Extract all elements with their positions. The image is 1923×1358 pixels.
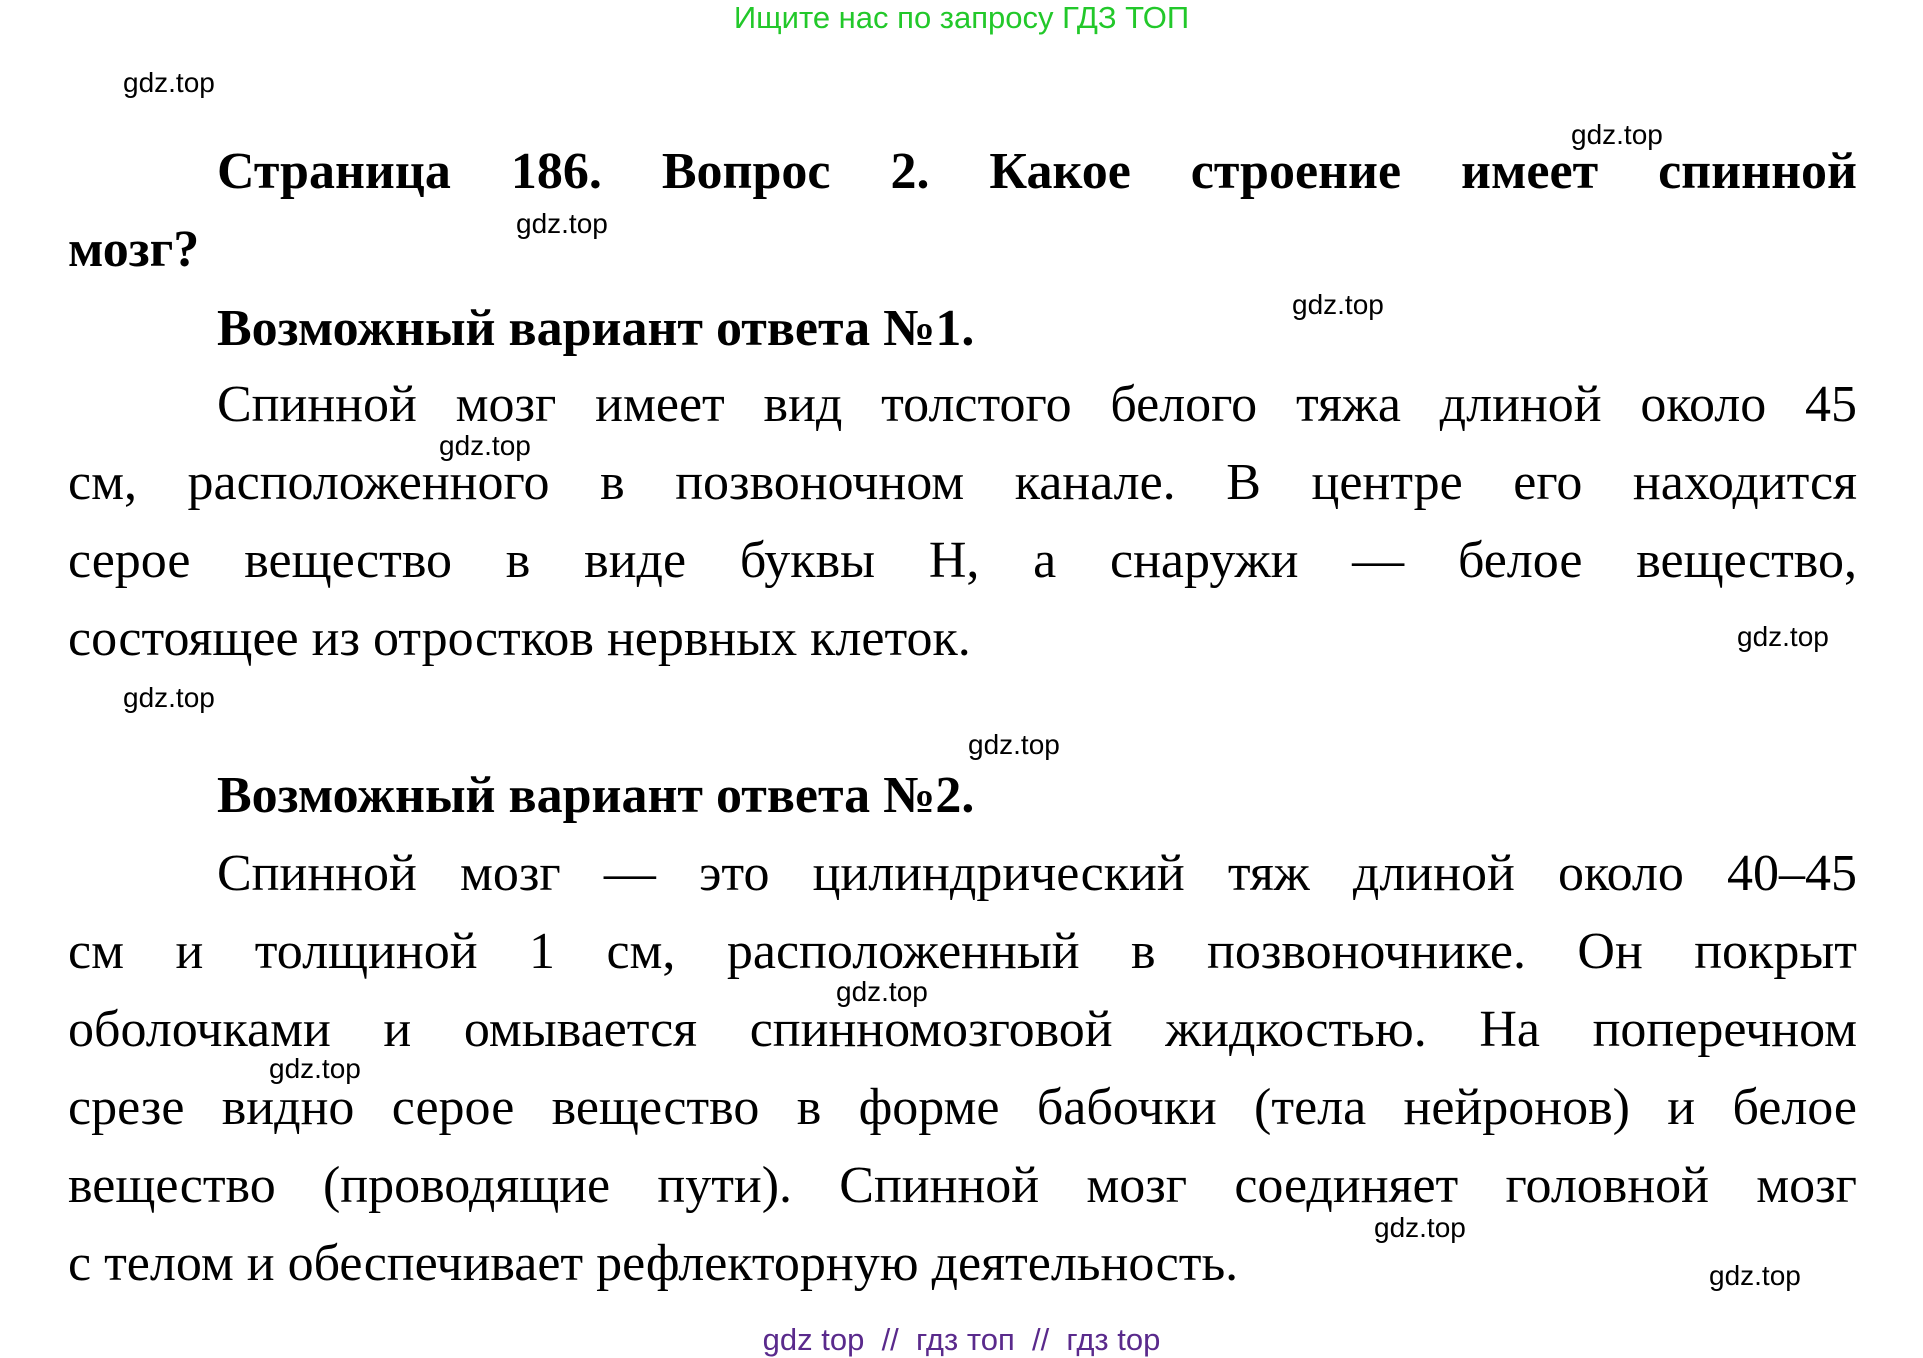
title-line: Страница 186. Вопрос 2. Какое строение имеет спинной	[217, 143, 1857, 200]
watermark: gdz.top	[1374, 1212, 1466, 1243]
text-line: см и толщиной 1 см, расположенный в позвоночнике. Он покрыт	[68, 923, 1857, 980]
text-line: с телом и обеспечивает рефлекторную деятельность.	[68, 1235, 1239, 1292]
watermark: gdz.top	[968, 729, 1060, 760]
footer-links: gdz top // гдз топ // гдз top	[762, 1322, 1161, 1357]
watermark: gdz.top	[269, 1053, 361, 1084]
text-line: срезе видно серое вещество в форме бабочки (тела нейронов) и белое	[68, 1079, 1857, 1136]
answer1-text	[68, 366, 1857, 678]
watermark: gdz.top	[123, 682, 215, 713]
text-line: см, расположенного в позвоночном канале. В центре его находится	[68, 454, 1857, 511]
text-line: Спинной мозг имеет вид толстого белого тяжа длиной около 45	[217, 376, 1857, 433]
text-line: состоящее из отростков нервных клеток.	[68, 610, 971, 667]
text-line: серое вещество в виде буквы Н, а снаружи — белое вещество,	[68, 532, 1857, 589]
text-line: Спинной мозг — это цилиндрический тяж длиной около 40–45	[217, 845, 1857, 902]
watermark: gdz.top	[123, 67, 215, 98]
text-line: вещество (проводящие пути). Спинной мозг соединяет головной мозг	[68, 1157, 1857, 1214]
watermark: gdz.top	[1292, 289, 1384, 320]
text-line: оболочками и омывается спинномозговой жидкостью. На поперечном	[68, 1001, 1857, 1058]
watermark: gdz.top	[439, 430, 531, 461]
watermark: gdz.top	[1571, 119, 1663, 150]
answer2-heading: Возможный вариант ответа №2.	[217, 767, 975, 824]
watermark: gdz.top	[1737, 621, 1829, 652]
watermark: gdz.top	[1709, 1260, 1801, 1291]
title-line: мозг?	[68, 221, 200, 278]
question-title	[68, 133, 1857, 289]
search-banner: Ищите нас по запросу ГДЗ ТОП	[733, 0, 1190, 35]
watermark: gdz.top	[836, 976, 928, 1007]
watermark: gdz.top	[516, 208, 608, 239]
answer1-heading: Возможный вариант ответа №1.	[217, 300, 975, 357]
